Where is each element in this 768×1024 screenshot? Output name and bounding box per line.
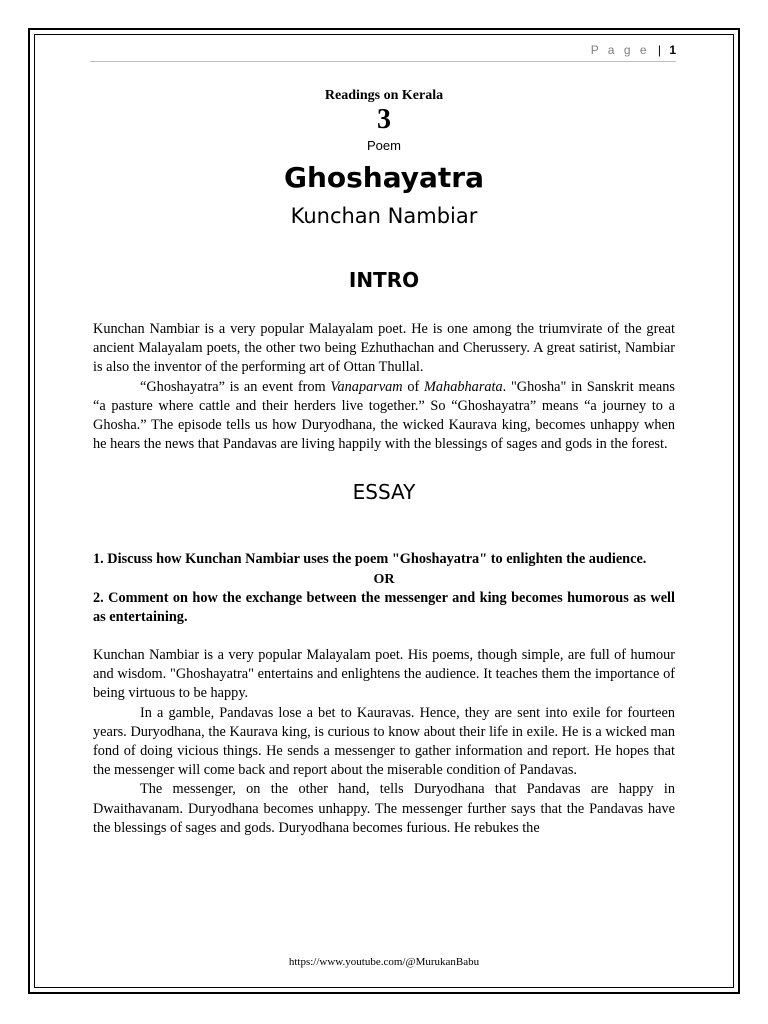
header-rule [90,61,676,62]
page-number-header [591,43,676,57]
intro-section [93,320,675,454]
intro-p2-text-b: of [402,378,425,395]
intro-p2-text-c: . "Ghosha" in Sanskrit means “a pasture where cattle and their herders live together.” So “Ghoshayatra” means “a journey to a Ghosha.” The episode tells us how Duryodhana, the wicked Kaurava king, becomes unhappy when he hears the news that Pandavas are living happily with the blessings of sages and gods in the forest. [93,378,675,453]
essay-heading: ESSAY [352,480,416,505]
intro-paragraph-2 [93,378,675,455]
genre-label: Poem [367,138,401,153]
essay-paragraph-3: The messenger, on the other hand, tells Duryodhana that Pandavas are happy in Dwaithavanam. Duryodhana becomes unhappy. The messenger further says that the Pandavas have the blessings of sages and gods. Duryodhana becomes furious. He rebukes the [93,781,675,836]
series-title: Readings on Kerala [324,88,444,103]
essay-paragraph-2: In a gamble, Pandavas lose a bet to Kauravas. Hence, they are sent into exile for fourteen years. Duryodhana, the Kaurava king, is curious to know about their life in exile. He is a wicked man fond of doing vicious things. He sends a messenger to gather information and report. He hopes that the messenger will come back and report about the miserable condition of Pandavas. [93,704,675,779]
page-number: 1 [669,43,676,57]
essay-answer [93,646,675,838]
question-1: 1. Discuss how Kunchan Nambiar uses the poem "Ghoshayatra" to enlighten the audience. [93,551,647,568]
or-separator: OR [373,571,395,587]
intro-p2-italic-mahabharata: Mahabharata [424,378,503,395]
page-label: P a g e [590,43,650,57]
document-body [93,86,675,838]
intro-p2-text-a: “Ghoshayatra” is an event from [140,378,331,395]
question-2: 2. Comment on how the exchange between the messenger and king becomes humorous as well as entertaining. [93,589,675,625]
essay-questions [93,550,675,627]
intro-heading: INTRO [348,268,420,292]
author-name: Kunchan Nambiar [290,204,478,228]
essay-paragraph-1: Kunchan Nambiar is a very popular Malayalam poet. His poems, though simple, are full of humour and wisdom. "Ghoshayatra" entertains and enlightens the audience. It teaches them the importance of being virtuous to be happy. [93,647,675,702]
intro-paragraph-1: Kunchan Nambiar is a very popular Malayalam poet. He is one among the triumvirate of the great ancient Malayalam poets, the other two being Ezhuthachan and Cherussery. A great satirist, Nambiar is also the inventor of the performing art of Ottan Thullal. [93,321,675,376]
page-separator: | [657,43,661,57]
intro-p2-italic-vanaparvam: Vanaparvam [330,378,403,395]
reading-number: 3 [377,104,391,135]
poem-title: Ghoshayatra [283,161,485,194]
footer-url: https://www.youtube.com/@MurukanBabu [288,956,480,968]
